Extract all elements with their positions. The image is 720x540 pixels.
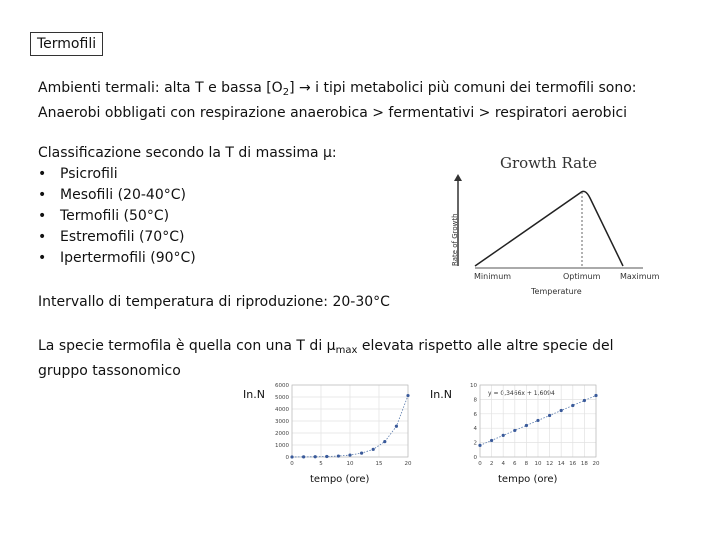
growth-rate-xlabel: Temperature [531,287,582,296]
data-point [406,394,409,397]
data-point [360,452,363,455]
growth-chart-linear [240,375,420,490]
label-optimum: Optimum [563,272,601,281]
y-tick-label: 2 [473,440,477,447]
y-tick-label: 5000 [275,395,289,401]
data-point [325,455,328,458]
data-point [478,444,481,447]
classification-section [38,143,337,269]
data-point [536,419,539,422]
intro-paragraph [38,78,637,124]
x-tick-label: 20 [404,461,412,467]
species-line-2: gruppo tassonomico [38,363,181,379]
temperature-interval: Intervallo di temperatura di riproduzione: 20-30°C [38,294,390,310]
y-tick-label: 3000 [275,419,289,425]
data-point [348,453,351,456]
chart2-ylabel: In.N [430,388,452,401]
x-tick-label: 4 [501,461,505,467]
intro-line-1: Ambienti termali: alta T e bassa $[O_2] \to i$ tipi metabolici più comuni dei termofili sono: [38,80,637,98]
data-point [372,448,375,451]
x-tick-label: 18 [580,461,588,467]
list-item: • Ipertermofili (90°C) [38,250,196,266]
chart1-xlabel: tempo (ore) [310,474,370,485]
y-tick-label: 0 [285,455,289,461]
x-tick-label: 0 [478,461,482,467]
y-tick-label: 8 [473,397,477,404]
data-point [513,429,516,432]
y-tick-label: 4 [473,426,477,433]
x-tick-label: 8 [524,461,529,467]
x-tick-label: 6 [513,461,517,467]
slide-title: Termofili [30,32,103,56]
data-point [594,394,597,397]
x-tick-label: 10 [534,461,542,467]
x-tick-label: 0 [290,461,294,467]
list-item: • Termofili (50°C) [38,208,170,224]
growth-rate-title: Growth Rate [500,154,597,172]
data-point [525,424,528,427]
x-tick-label: 15 [375,461,383,467]
chart2-xlabel: tempo (ore) [498,474,558,485]
species-line-1: La specie termofila è quella con una T di $\mu_{max}$ elevata rispetto alle altre specie del [38,338,614,356]
data-point [337,454,340,457]
data-point [395,425,398,428]
x-tick-label: 20 [592,461,600,467]
classification-list [38,164,337,269]
y-tick-label: 10 [470,383,477,389]
intro-line-2: Anaerobi obbligati con respirazione anaerobica > fermentativi > respiratori aerobici [38,105,628,121]
data-point [302,455,305,458]
data-point [583,399,586,402]
growth-rate-ylabel: Rate of Growth [451,213,459,266]
list-item: • Estremofili (70°C) [38,229,185,245]
data-point [548,414,551,417]
y-tick-label: 0 [473,455,477,461]
x-tick-label: 12 [546,461,554,467]
classification-heading: Classificazione secondo la T di massima μ: [38,145,337,161]
y-tick-label: 1000 [275,443,289,449]
data-point [490,439,493,442]
chart2-equation: y = 0,3466x + 1,6094 [488,390,555,397]
data-point [560,409,563,412]
growth-curve [475,191,623,266]
y-tick-label: 4000 [275,407,289,413]
label-maximum: Maximum [620,272,660,281]
data-point [314,455,317,458]
data-point [571,404,574,407]
x-tick-label: 10 [346,461,354,467]
growth-rate-diagram [448,148,698,298]
arrow-head-icon [454,174,462,181]
x-tick-label: 14 [557,461,565,467]
y-tick-label: 6 [473,411,477,418]
data-point [383,440,386,443]
x-tick-label: 2 [489,461,494,467]
list-item: • Psicrofili [38,166,118,182]
x-tick-label: 16 [569,461,577,467]
growth-chart-log [428,375,608,490]
y-tick-label: 6000 [275,383,289,389]
x-tick-label: 5 [319,461,323,467]
y-tick-label: 2000 [275,431,289,437]
label-minimum: Minimum [474,272,512,281]
list-item: • Mesofili (20-40°C) [38,187,186,203]
chart1-ylabel: In.N [243,388,265,401]
data-point [290,455,293,458]
data-point [502,434,505,437]
